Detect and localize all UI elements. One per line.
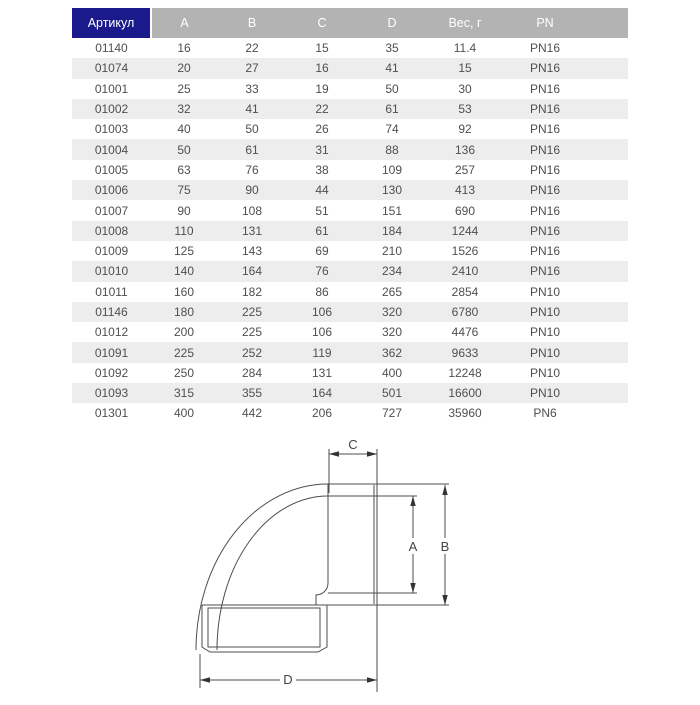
- table-cell: PN16: [503, 58, 587, 78]
- table-cell: 234: [357, 261, 427, 281]
- table-cell: 131: [311, 365, 333, 380]
- table-cell: 20: [151, 58, 217, 78]
- column-header-a: A: [151, 8, 217, 38]
- table-row: [72, 302, 628, 322]
- table-cell: 26: [315, 122, 329, 137]
- table-cell: 30: [458, 81, 472, 96]
- table-cell: 4476: [451, 325, 479, 340]
- table-cell-filler: [587, 221, 628, 241]
- table-cell: 35960: [448, 406, 482, 421]
- table-cell-filler: [587, 139, 628, 159]
- dim-b-arrow-bottom: [442, 595, 447, 605]
- table-cell: 74: [385, 122, 399, 137]
- table-cell-filler: [587, 119, 628, 139]
- table-cell: 151: [381, 203, 403, 218]
- table-cell: 180: [151, 302, 217, 322]
- table-cell: 69: [315, 244, 329, 259]
- table-cell: 210: [381, 244, 403, 259]
- shoulder-fillet: [316, 583, 328, 605]
- table-cell: 501: [357, 383, 427, 403]
- table-cell: 131: [217, 221, 287, 241]
- table-cell: 1526: [451, 244, 479, 259]
- table-cell-filler: [587, 200, 628, 220]
- table-cell: PN16: [529, 41, 561, 56]
- table-cell: 01008: [72, 221, 151, 241]
- table-cell: 160: [173, 284, 195, 299]
- table-cell: 690: [454, 203, 476, 218]
- table-cell: 110: [151, 221, 217, 241]
- table-cell: 25: [177, 81, 191, 96]
- table-cell-filler: [587, 79, 628, 99]
- table-cell: 257: [454, 162, 476, 177]
- table-cell: PN16: [529, 244, 561, 259]
- table-cell: 01140: [95, 41, 128, 56]
- table-cell: 88: [357, 139, 427, 159]
- table-cell: 50: [151, 139, 217, 159]
- table-row: [72, 282, 628, 302]
- table-cell: 1244: [427, 221, 503, 241]
- table-cell: 265: [381, 284, 403, 299]
- table-cell: 31: [287, 139, 357, 159]
- table-cell-filler: [587, 403, 628, 423]
- table-cell: 9633: [427, 342, 503, 362]
- dim-d-arrow-left: [200, 677, 210, 682]
- table-cell: PN10: [503, 342, 587, 362]
- table-row: [72, 38, 628, 58]
- table-cell: 01011: [95, 284, 128, 299]
- table-cell: 01006: [72, 180, 151, 200]
- spec-table-container: [72, 8, 628, 424]
- table-cell: 90: [217, 180, 287, 200]
- table-cell: 11.4: [453, 41, 477, 56]
- table-row: [72, 383, 628, 403]
- table-cell: 130: [357, 180, 427, 200]
- table-cell: 40: [177, 122, 191, 137]
- dimension-label-a: A: [408, 539, 418, 554]
- table-cell: PN10: [503, 383, 587, 403]
- table-cell: 12248: [448, 365, 482, 380]
- table-cell: 75: [151, 180, 217, 200]
- table-cell-filler: [587, 38, 628, 58]
- table-cell: 01301: [94, 406, 129, 421]
- table-cell: PN16: [503, 99, 587, 119]
- table-cell: 51: [315, 203, 329, 218]
- table-cell: 01005: [94, 162, 129, 177]
- table-cell: 2854: [451, 284, 479, 299]
- table-cell: 225: [241, 325, 263, 340]
- table-cell: 01007: [94, 203, 129, 218]
- table-cell: 252: [217, 342, 287, 362]
- table-cell: 164: [287, 383, 357, 403]
- table-cell: 320: [381, 325, 403, 340]
- table-cell: PN16: [503, 221, 587, 241]
- table-cell-filler: [587, 282, 628, 302]
- table-cell: 164: [217, 261, 287, 281]
- table-cell-filler: [587, 99, 628, 119]
- table-cell: 200: [173, 325, 195, 340]
- table-cell: PN6: [533, 406, 557, 421]
- dimension-label-b: B: [440, 539, 450, 554]
- table-cell: 76: [287, 261, 357, 281]
- table-cell: 38: [315, 162, 329, 177]
- table-cell: PN16: [529, 162, 561, 177]
- table-row: [72, 58, 628, 78]
- table-cell-filler: [587, 160, 628, 180]
- table-cell: 63: [177, 162, 191, 177]
- table-cell: 400: [381, 365, 403, 380]
- dim-a-arrow-bottom: [410, 583, 415, 593]
- table-cell: 01001: [94, 81, 129, 96]
- table-cell-filler: [587, 180, 628, 200]
- table-cell: 125: [173, 244, 195, 259]
- elbow-drawing-svg: [170, 430, 480, 705]
- table-header-row: [72, 8, 628, 38]
- table-row: [72, 241, 628, 261]
- table-cell: 41: [357, 58, 427, 78]
- table-cell: 136: [427, 139, 503, 159]
- table-cell: 442: [241, 406, 263, 421]
- table-cell-filler: [587, 383, 628, 403]
- table-cell: 15: [427, 58, 503, 78]
- table-cell: 19: [315, 81, 329, 96]
- table-cell: PN16: [503, 261, 587, 281]
- table-cell: 01009: [94, 244, 129, 259]
- table-cell: 01010: [72, 261, 151, 281]
- table-cell: PN10: [503, 302, 587, 322]
- table-cell-filler: [587, 58, 628, 78]
- table-cell: 01004: [72, 139, 151, 159]
- table-cell: 250: [173, 365, 195, 380]
- table-cell: 16: [287, 58, 357, 78]
- table-row: [72, 200, 628, 220]
- column-header-вес-г: Вес, г: [427, 8, 503, 38]
- table-cell: 22: [245, 41, 259, 56]
- column-header-filler: [587, 8, 628, 38]
- table-cell: 27: [217, 58, 287, 78]
- table-cell: 225: [217, 302, 287, 322]
- table-cell: PN16: [503, 139, 587, 159]
- table-cell: 362: [357, 342, 427, 362]
- table-cell: PN10: [529, 325, 561, 340]
- table-cell: 400: [173, 406, 195, 421]
- table-cell: 61: [357, 99, 427, 119]
- spec-table: [72, 8, 628, 424]
- table-cell: 109: [381, 162, 403, 177]
- dim-d-arrow-right: [367, 677, 377, 682]
- table-cell: 182: [241, 284, 263, 299]
- table-cell: 355: [217, 383, 287, 403]
- table-cell: PN10: [529, 284, 561, 299]
- bottom-socket-bore: [208, 608, 320, 647]
- table-cell-filler: [587, 322, 628, 342]
- table-row: [72, 403, 628, 423]
- table-row: [72, 180, 628, 200]
- table-cell: PN16: [529, 81, 561, 96]
- dimension-label-d: D: [283, 672, 293, 687]
- table-row: [72, 160, 628, 180]
- dim-a-arrow-top: [410, 496, 415, 506]
- column-header-c: C: [287, 8, 357, 38]
- table-cell: PN10: [529, 365, 561, 380]
- table-cell: 6780: [427, 302, 503, 322]
- table-row: [72, 261, 628, 281]
- table-cell: 140: [151, 261, 217, 281]
- table-cell: 01093: [72, 383, 151, 403]
- table-cell: 90: [177, 203, 191, 218]
- table-row: [72, 221, 628, 241]
- column-header-b: B: [217, 8, 287, 38]
- table-cell: 35: [385, 41, 399, 56]
- table-cell-filler: [587, 342, 628, 362]
- table-cell: 22: [287, 99, 357, 119]
- table-cell: 143: [241, 244, 263, 259]
- table-cell: 727: [381, 406, 403, 421]
- table-cell: PN16: [529, 122, 561, 137]
- column-header-d: D: [357, 8, 427, 38]
- dim-b-arrow-top: [442, 485, 447, 495]
- table-cell: 320: [357, 302, 427, 322]
- table-cell: 86: [315, 284, 329, 299]
- table-cell: 106: [287, 302, 357, 322]
- table-cell: 61: [287, 221, 357, 241]
- table-cell: 01092: [94, 365, 129, 380]
- dim-c-arrow-left: [329, 451, 339, 456]
- dim-c-arrow-right: [367, 451, 377, 456]
- table-cell: 44: [287, 180, 357, 200]
- table-cell: 41: [217, 99, 287, 119]
- table-cell: 119: [287, 342, 357, 362]
- table-cell: 01012: [94, 325, 129, 340]
- table-row: [72, 322, 628, 342]
- table-cell-filler: [587, 241, 628, 261]
- table-cell: 53: [427, 99, 503, 119]
- table-cell: 225: [151, 342, 217, 362]
- table-cell: 61: [217, 139, 287, 159]
- table-cell-filler: [587, 363, 628, 383]
- table-cell: 50: [385, 81, 399, 96]
- table-row: [72, 139, 628, 159]
- table-cell: 106: [311, 325, 333, 340]
- table-cell: 76: [245, 162, 259, 177]
- elbow-inner-arc: [217, 496, 328, 650]
- table-cell: 184: [357, 221, 427, 241]
- table-row: [72, 99, 628, 119]
- table-cell: 01003: [94, 122, 129, 137]
- dimension-label-c: C: [348, 437, 358, 452]
- table-cell-filler: [587, 261, 628, 281]
- table-cell-filler: [587, 302, 628, 322]
- table-cell: 16: [177, 41, 191, 56]
- table-cell: 33: [245, 81, 259, 96]
- table-cell: 284: [241, 365, 263, 380]
- table-cell: PN16: [503, 180, 587, 200]
- table-cell: 108: [241, 203, 263, 218]
- table-cell: 01002: [72, 99, 151, 119]
- table-row: [72, 363, 628, 383]
- table-row: [72, 342, 628, 362]
- table-cell: 01146: [72, 302, 151, 322]
- table-cell: 01074: [72, 58, 151, 78]
- table-cell: 16600: [427, 383, 503, 403]
- table-row: [72, 79, 628, 99]
- table-cell: 01091: [72, 342, 151, 362]
- table-row: [72, 119, 628, 139]
- table-cell: 92: [458, 122, 472, 137]
- column-header-pn: PN: [503, 8, 587, 38]
- table-cell: 2410: [427, 261, 503, 281]
- table-cell: 50: [245, 122, 259, 137]
- table-cell: 315: [151, 383, 217, 403]
- table-cell: PN16: [529, 203, 561, 218]
- table-cell: 32: [151, 99, 217, 119]
- table-cell: 15: [315, 41, 329, 56]
- elbow-technical-drawing: [170, 430, 480, 705]
- elbow-outer-arc: [196, 484, 328, 650]
- table-cell: 413: [427, 180, 503, 200]
- column-header-article: Артикул: [72, 8, 151, 38]
- table-cell: 206: [311, 406, 333, 421]
